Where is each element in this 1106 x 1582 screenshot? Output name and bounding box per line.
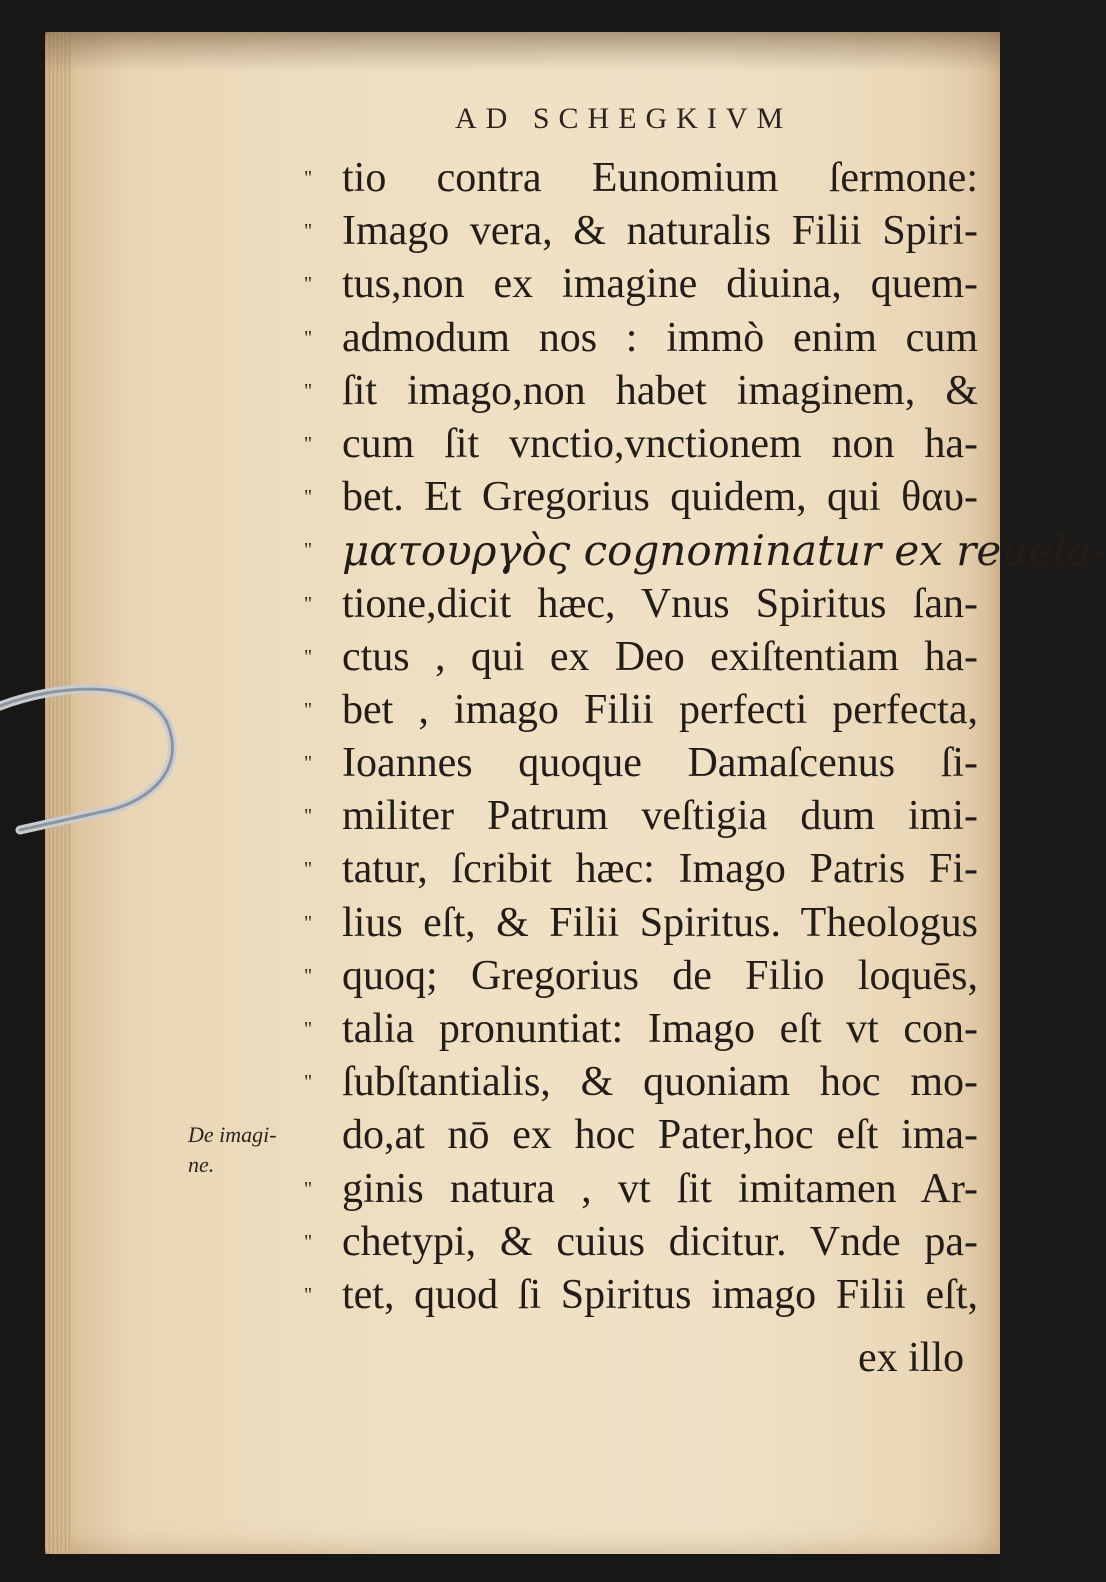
- quotation-mark: ": [304, 1018, 313, 1040]
- text-line: [290, 365, 980, 418]
- quotation-mark: ": [304, 379, 313, 402]
- line-text: tio contra Eunomium ſermone:: [342, 155, 978, 201]
- line-text: do,at nō ex hoc Pater,hoc eſt ima-: [342, 1112, 978, 1159]
- text-line: [290, 1003, 980, 1056]
- text-line: [290, 684, 980, 737]
- text-line: [290, 524, 1106, 577]
- quotation-mark: ": [304, 1177, 313, 1200]
- quotation-mark: ": [304, 858, 313, 881]
- line-text: tione,dicit hæc, Vnus Spiritus ſan-: [342, 580, 978, 627]
- quotation-mark: ": [304, 486, 313, 509]
- quotation-mark: ": [304, 273, 313, 296]
- line-text: tatur, ſcribit hæc: Imago Patris Fi-: [342, 846, 978, 893]
- text-line: [290, 631, 980, 684]
- line-text: ſubſtantialis, & quoniam hoc mo-: [342, 1059, 978, 1106]
- line-text: Imago vera, & naturalis Filii Spiri-: [342, 208, 978, 255]
- quotation-mark: ": [304, 645, 313, 668]
- quotation-mark: ": [304, 1230, 313, 1253]
- text-line: [290, 1269, 980, 1322]
- quotation-mark: ": [304, 432, 313, 455]
- line-text: Ioannes quoque Damaſcenus ſi-: [342, 740, 978, 787]
- line-text: ctus , qui ex Deo exiſtentiam ha-: [342, 633, 978, 680]
- text-line: [290, 471, 980, 524]
- text-line: [290, 152, 980, 205]
- paper-clip-icon: [0, 640, 200, 870]
- running-head: AD SCHEGKIVM: [455, 102, 793, 135]
- quotation-mark: ": [304, 1283, 313, 1306]
- line-text: ſit imago,non habet imaginem, &: [342, 367, 978, 414]
- line-text: quoq; Gregorius de Filio loquēs,: [342, 952, 978, 999]
- line-text: tet, quod ſi Spiritus imago Filii eſt,: [342, 1271, 978, 1318]
- quotation-mark: ": [304, 964, 313, 987]
- line-text: talia pronuntiat: Imago eſt vt con-: [342, 1006, 978, 1052]
- quotation-mark: ": [304, 752, 313, 775]
- text-line: [290, 312, 980, 365]
- line-text: ματουργὸς cognominatur ex reuela-: [342, 526, 1106, 576]
- text-line: [290, 205, 980, 258]
- quotation-mark: ": [304, 167, 313, 189]
- line-text: admodum nos : immò enim cum: [342, 314, 978, 361]
- text-line: [290, 843, 980, 896]
- line-text: bet. Et Gregorius quidem, qui θαυ-: [342, 474, 978, 521]
- quotation-mark: ": [304, 698, 313, 721]
- text-line: [290, 418, 980, 471]
- text-line: [290, 1109, 980, 1162]
- text-line: [290, 897, 980, 950]
- catchword: ex illo: [858, 1335, 965, 1381]
- line-text: lius eſt, & Filii Spiritus. Theologus: [342, 899, 978, 946]
- line-text: ginis natura , vt ſit imitamen Ar-: [342, 1165, 978, 1212]
- text-line: [290, 258, 980, 311]
- text-line: [290, 790, 980, 843]
- line-text: militer Patrum veſtigia dum imi-: [342, 793, 978, 840]
- line-text: chetypi, & cuius dicitur. Vnde pa-: [342, 1218, 978, 1265]
- quotation-mark: ": [304, 326, 313, 349]
- text-line: [290, 1056, 980, 1109]
- quotation-mark: ": [304, 1071, 313, 1094]
- text-line: [290, 578, 980, 631]
- text-line: [290, 1216, 980, 1269]
- quotation-mark: ": [304, 805, 313, 828]
- quotation-mark: ": [304, 592, 313, 615]
- quotation-mark: ": [304, 539, 313, 562]
- body-text: [290, 152, 1106, 1322]
- text-line: [290, 1163, 980, 1216]
- text-line: [290, 737, 980, 790]
- page-shadow: [45, 32, 1000, 72]
- line-text: tus,non ex imagine diuina, quem-: [342, 261, 978, 308]
- quotation-mark: ": [304, 911, 313, 934]
- line-text: bet , imago Filii perfecti perfecta,: [342, 686, 978, 733]
- text-line: [290, 950, 980, 1003]
- line-text: cum ſit vnctio,vnctionem non ha-: [342, 420, 978, 467]
- quotation-mark: ": [304, 220, 313, 243]
- margin-note: De imagi-ne.: [188, 1122, 277, 1177]
